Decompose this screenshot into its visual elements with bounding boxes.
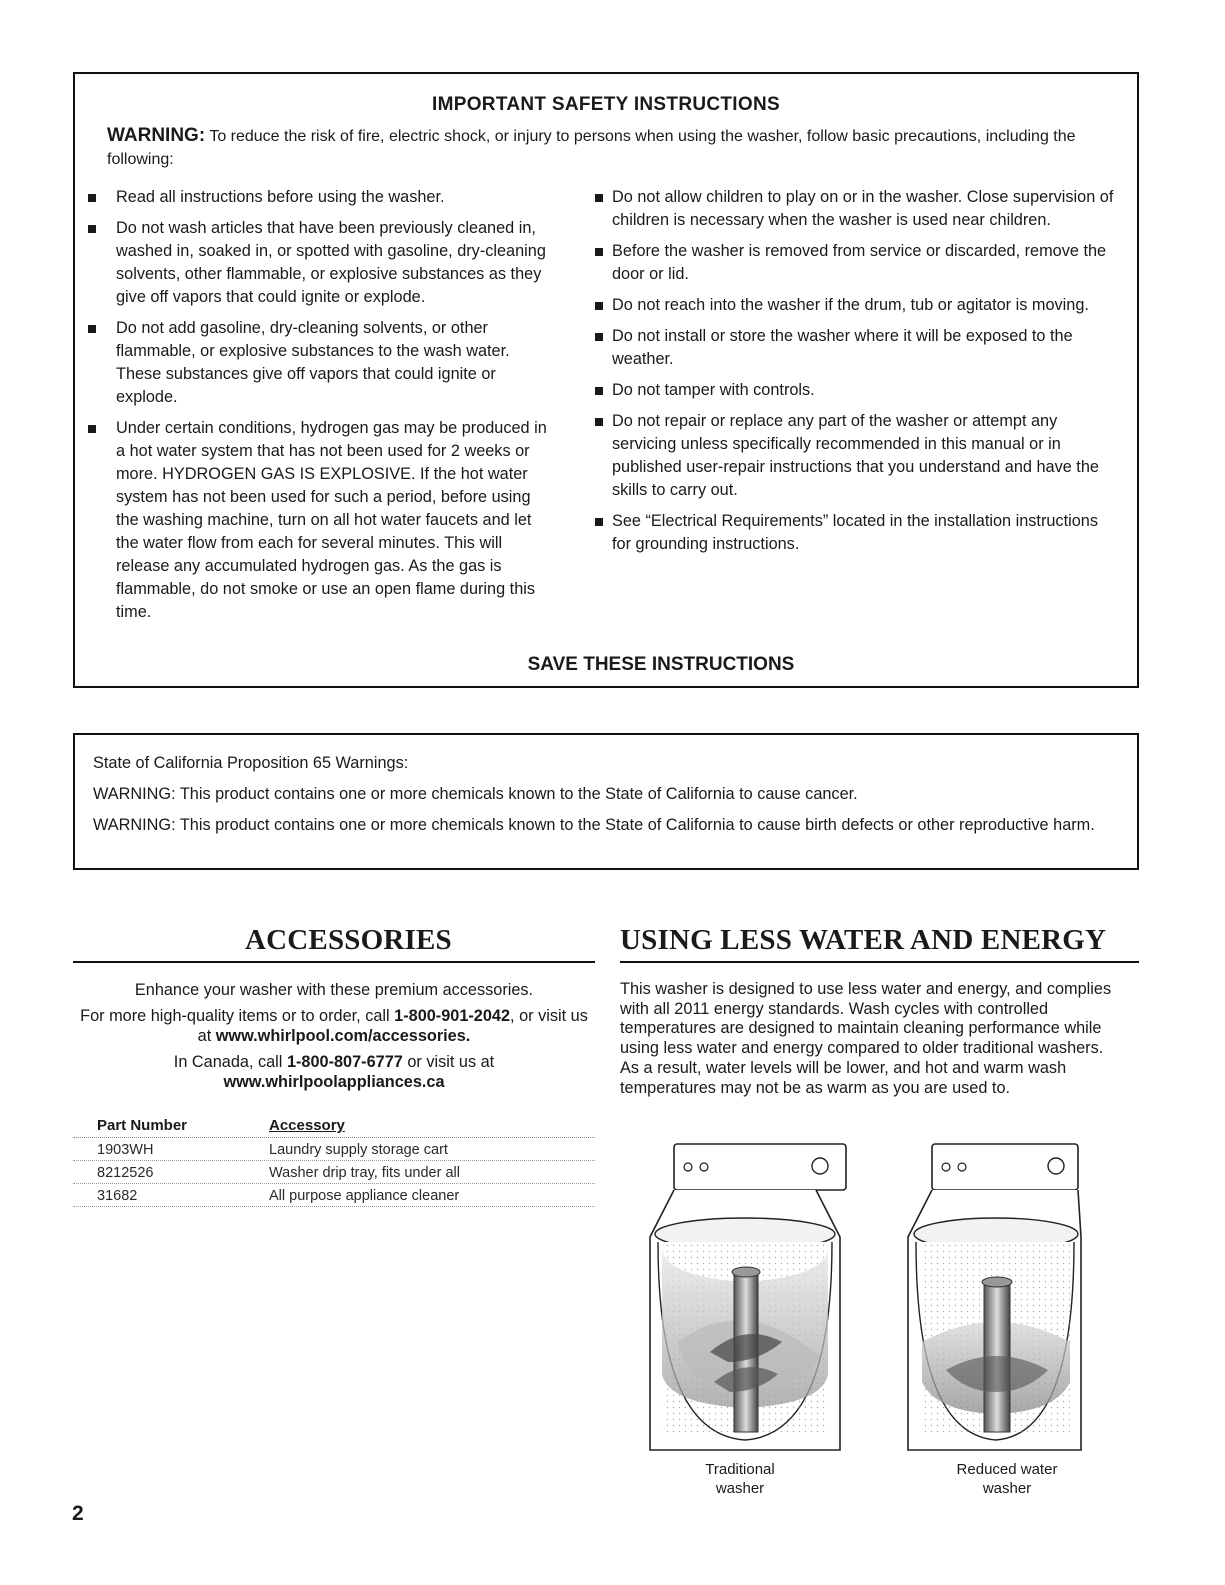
caption-line: Traditional xyxy=(705,1461,775,1478)
safety-item: Do not reach into the washer if the drum, tub or agitator is moving. xyxy=(595,294,1115,317)
water-energy-title: USING LESS WATER AND ENERGY xyxy=(620,924,1107,956)
accessories-table xyxy=(73,1115,595,1207)
safety-item: Do not wash articles that have been previously cleaned in, washed in, soaked in, or spotted with gasoline, dry-cleaning solvents, other flammable, or explosive substances as they give off vapors that could ignite or explode. xyxy=(87,217,557,309)
safety-title: IMPORTANT SAFETY INSTRUCTIONS xyxy=(432,94,780,115)
caption-line: washer xyxy=(715,1480,765,1497)
accessory-cell: Washer drip tray, fits under all xyxy=(269,1165,460,1181)
canada-phone: 1-800-807-6777 xyxy=(286,1053,403,1071)
canada-prefix: In Canada, call xyxy=(173,1053,287,1071)
reduced-water-washer-illustration xyxy=(906,1142,1106,1452)
safety-warning xyxy=(107,124,1107,171)
caption-line: washer xyxy=(982,1480,1032,1497)
prop65-heading: State of California Proposition 65 Warnings: xyxy=(93,754,409,772)
safety-item: Do not install or store the washer where it will be exposed to the weather. xyxy=(595,325,1115,371)
accessories-rule xyxy=(73,961,595,963)
accessories-intro xyxy=(73,980,595,1098)
accessories-order-line xyxy=(73,1006,595,1046)
save-instructions-footer: SAVE THESE INSTRUCTIONS xyxy=(527,654,795,675)
part-number-cell: 1903WH xyxy=(97,1142,154,1158)
accessory-cell: All purpose appliance cleaner xyxy=(269,1188,460,1204)
safety-instructions-box xyxy=(73,72,1139,688)
caption-line: Reduced water xyxy=(956,1461,1058,1478)
header-accessory: Accessory xyxy=(269,1117,345,1134)
table-row xyxy=(73,1184,595,1207)
table-row xyxy=(73,1138,595,1161)
order-prefix: For more high-quality items or to order, call xyxy=(80,1007,395,1025)
canada-url-link[interactable]: www.whirlpoolappliances.ca xyxy=(223,1073,445,1091)
safety-left-column xyxy=(87,186,557,632)
accessory-cell: Laundry supply storage cart xyxy=(269,1142,448,1158)
prop65-birth-defects-warning: WARNING: This product contains one or more chemicals known to the State of California to cause birth defects or other reproductive harm. xyxy=(93,816,1095,834)
order-mid: , or visit us at xyxy=(197,1007,588,1045)
water-energy-body: This washer is designed to use less water and energy, and complies with all 2011 energy standards. Wash cycles with controlled temperatures are designed to maintain cleaning performance while using less water and energy compared to older traditional washers. As a result, water levels will be lower, and hot and warm wash temperatures may not be as warm as you are used to. xyxy=(620,980,1112,1097)
warning-label: WARNING: xyxy=(107,125,206,146)
canada-mid: or visit us at xyxy=(402,1053,495,1071)
safety-item: Do not allow children to play on or in the washer. Close supervision of children is necessary when the washer is used near children. xyxy=(595,186,1115,232)
table-row xyxy=(73,1161,595,1184)
water-energy-rule xyxy=(620,961,1139,963)
prop65-cancer-warning: WARNING: This product contains one or more chemicals known to the State of California to cause cancer. xyxy=(93,785,858,803)
caption-traditional-washer xyxy=(645,1460,835,1498)
warning-text: To reduce the risk of fire, electric shock, or injury to persons when using the washer, follow basic precautions, including the following: xyxy=(107,128,1076,168)
safety-item: Before the washer is removed from service or discarded, remove the door or lid. xyxy=(595,240,1115,286)
safety-item: Under certain conditions, hydrogen gas may be produced in a hot water system that has not been used for 2 weeks or more. HYDROGEN GAS IS EXPLOSIVE. If the hot water system has not been used for such a period, before using the washing machine, turn on all hot water faucets and let the water flow from each for several minutes. This will release any accumulated hydrogen gas. As the gas is flammable, do not smoke or use an open flame during this time. xyxy=(87,417,557,624)
safety-item: See “Electrical Requirements” located in the installation instructions for grounding instructions. xyxy=(595,510,1115,556)
page-number: 2 xyxy=(72,1502,84,1525)
accessories-title: ACCESSORIES xyxy=(245,924,452,956)
safety-item: Do not tamper with controls. xyxy=(595,379,1115,402)
safety-right-column xyxy=(595,186,1115,564)
caption-reduced-water-washer xyxy=(912,1460,1102,1498)
safety-item: Do not add gasoline, dry-cleaning solvents, or other flammable, or explosive substances to the wash water. These substances give off vapors that could ignite or explode. xyxy=(87,317,557,409)
accessories-intro-line: Enhance your washer with these premium accessories. xyxy=(134,981,534,999)
traditional-washer-illustration xyxy=(648,1142,848,1452)
prop65-warning-box xyxy=(73,733,1139,870)
part-number-cell: 8212526 xyxy=(97,1165,154,1181)
safety-item: Do not repair or replace any part of the washer or attempt any servicing unless specifically recommended in this manual or in published user-repair instructions that you understand and have the skills to carry out. xyxy=(595,410,1115,502)
safety-item: Read all instructions before using the washer. xyxy=(87,186,557,209)
order-url-link[interactable]: www.whirlpool.com/accessories. xyxy=(215,1027,471,1045)
order-phone: 1-800-901-2042 xyxy=(394,1007,511,1025)
part-number-cell: 31682 xyxy=(97,1188,138,1204)
header-part-number: Part Number xyxy=(97,1117,188,1134)
table-header-row xyxy=(73,1115,595,1138)
accessories-canada-line xyxy=(73,1052,595,1092)
